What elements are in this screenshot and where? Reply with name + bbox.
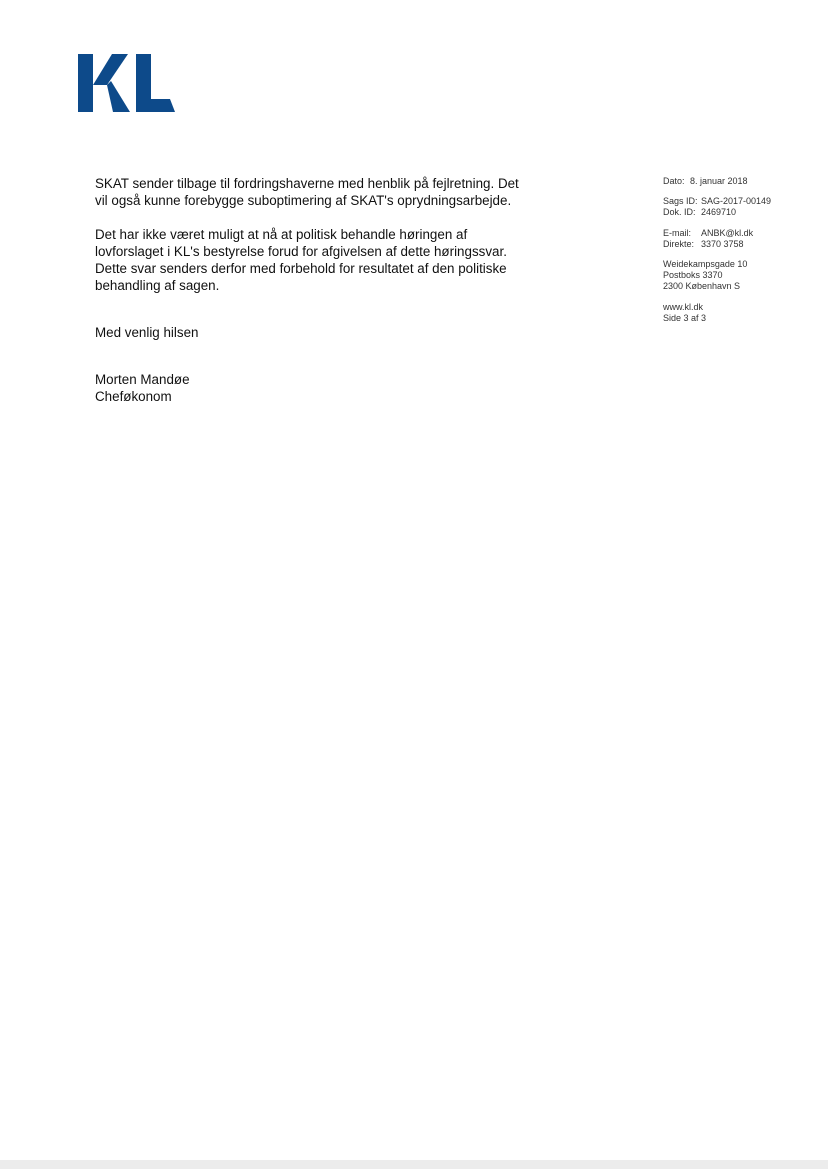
email-row (663, 228, 813, 239)
paragraph-1-line: SKAT sender tilbage til fordringshaverne med henblik på fejlretning. Det (95, 176, 519, 191)
letter-body (95, 175, 565, 405)
date-value: 8. januar 2018 (690, 176, 748, 186)
email-label: E-mail: (663, 227, 692, 238)
signer-title: Cheføkonom (95, 389, 172, 404)
doc-id-row (663, 207, 813, 218)
case-id-row (663, 196, 813, 207)
web-page-group (663, 302, 813, 324)
signature-block (95, 371, 565, 405)
paragraph-1-line: vil også kunne forebygge suboptimering af SKAT's oprydningsarbejde. (95, 193, 512, 208)
date-label: Dato: (663, 176, 685, 186)
direct-phone-row (663, 239, 813, 250)
date-group (663, 176, 813, 187)
paragraph-2-line: Det har ikke været muligt at nå at politisk behandle høringen af (95, 227, 468, 242)
case-id-label: Sags ID: (663, 196, 698, 207)
website-link[interactable]: www.kl.dk (663, 301, 704, 312)
direct-phone-label: Direkte: (663, 238, 695, 249)
page-number: Side 3 af 3 (663, 312, 707, 323)
letter-metadata-column (663, 176, 813, 333)
paragraph-2-line: lovforslaget i KL's bestyrelse forud for afgivelsen af dette høringssvar. (95, 244, 507, 259)
closing-greeting: Med venlig hilsen (95, 325, 199, 340)
paragraph-1 (95, 175, 565, 209)
address-line: Weidekampsgade 10 (663, 259, 748, 270)
address-line: 2300 København S (663, 281, 741, 292)
kl-logo (78, 54, 176, 114)
paragraph-2 (95, 226, 565, 294)
doc-id-label: Dok. ID: (663, 207, 696, 218)
id-group (663, 196, 813, 218)
address-line: Postboks 3370 (663, 270, 723, 281)
date-row (663, 176, 813, 187)
direct-phone-value: 3370 3758 (701, 238, 744, 249)
doc-id-value: 2469710 (701, 207, 737, 218)
contact-group (663, 228, 813, 250)
case-id-value: SAG-2017-00149 (701, 196, 772, 207)
signer-name: Morten Mandøe (95, 372, 190, 387)
email-value[interactable]: ANBK@kl.dk (701, 227, 754, 238)
paragraph-2-line: behandling af sagen. (95, 278, 220, 293)
kl-logo-icon (78, 54, 176, 114)
paragraph-2-line: Dette svar senders derfor med forbehold for resultatet af den politiske (95, 261, 507, 276)
scan-bottom-edge (0, 1160, 828, 1169)
address-group (663, 259, 813, 293)
